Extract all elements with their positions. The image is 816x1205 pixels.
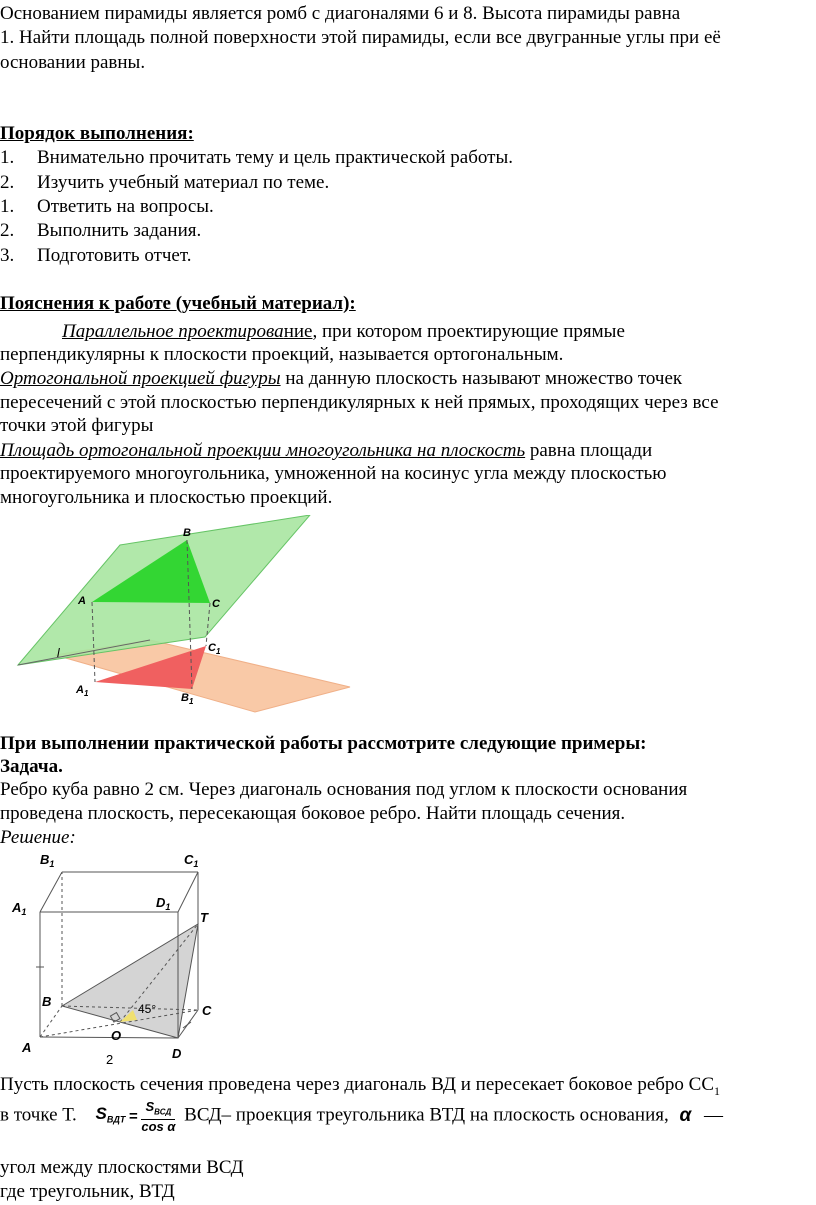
procedure-item — [0, 195, 214, 218]
explanation-p1 — [62, 320, 625, 343]
intro-line-3: основании равны. — [0, 52, 146, 73]
label-c: C — [212, 598, 220, 610]
cube-label-c1: $C_1$ — [184, 852, 199, 869]
task-line-1: Ребро куба равно 2 см. Через диагональ основания под углом к плоскости основания — [0, 779, 688, 800]
p1-rest: , при котором проектирующие прямые — [312, 321, 625, 342]
cube-figure — [0, 850, 240, 1072]
cube-label-edge: 2 — [106, 1052, 114, 1067]
solution-line-2-end: ВСД– проекция треугольника ВТД на плоскость основания, — [184, 1104, 669, 1126]
task-line-2: проведена плоскость, пересекающая боковое ребро. Найти площадь сечения. — [0, 803, 626, 824]
label-b1: $B_1$ — [181, 692, 194, 706]
explanation-p2 — [0, 367, 682, 390]
formula-equals: = — [128, 1107, 138, 1125]
edge-d1-c1 — [178, 872, 198, 912]
p2-rest: на данную плоскость называют множество точек — [280, 368, 683, 389]
area-formula — [95, 1100, 175, 1133]
cube-label-d: D — [172, 1046, 182, 1061]
formula-fraction — [141, 1100, 175, 1133]
cube-label-t: T — [200, 910, 208, 925]
item-number: 1. — [0, 196, 15, 217]
procedure-heading: Порядок выполнения: — [0, 123, 194, 144]
p2-line-2: пересечений с этой плоскостью перпендикулярных к ней прямых, проходящих через все — [0, 392, 719, 413]
cube-label-o: O — [111, 1028, 122, 1043]
procedure-item — [0, 244, 192, 267]
formula-s: S — [95, 1103, 107, 1123]
explanation-p3 — [0, 439, 652, 462]
p3-line-3: многоугольника и плоскостью проекций. — [0, 487, 333, 508]
solution-line-3: угол между плоскостями ВСД — [0, 1157, 244, 1178]
p1-line-2: перпендикулярны к плоскости проекций, называется ортогональным. — [0, 344, 564, 365]
item-number: 2. — [0, 220, 15, 241]
hidden-edge-a-b — [40, 1006, 62, 1037]
term-orthogonal-projection: Ортогональной проекцией фигуры — [0, 368, 281, 389]
task-label: Задача. — [0, 756, 63, 777]
term-projection-area: Площадь ортогональной проекции многоугольника на плоскость — [0, 440, 526, 461]
formula-denominator: cos α — [141, 1118, 176, 1134]
cube-label-d1: $D_1$ — [156, 895, 171, 912]
item-text: Подготовить отчет. — [37, 245, 192, 266]
formula-numerator: S — [145, 1099, 155, 1114]
edge-a1-b1 — [40, 872, 62, 912]
item-text: Ответить на вопросы. — [37, 196, 214, 217]
procedure-item — [0, 219, 201, 242]
examples-heading: При выполнении практической работы рассмотрите следующие примеры: — [0, 733, 647, 754]
label-l: l — [57, 646, 60, 660]
cube-label-c: C — [202, 1003, 212, 1018]
cube-label-a: A — [22, 1040, 32, 1055]
solution-label: Решение: — [0, 827, 76, 848]
edge-a-d — [40, 1037, 178, 1038]
item-number: 1. — [0, 147, 15, 168]
cube-label-angle: 45° — [138, 1002, 157, 1016]
projection-figure — [0, 515, 360, 715]
item-text: Внимательно прочитать тему и цель практической работы. — [37, 147, 513, 168]
explanations-heading: Пояснения к работе (учебный материал): — [0, 293, 356, 314]
intro-line-1: Основанием пирамиды является ромб с диагоналями 6 и 8. Высота пирамиды равна — [0, 3, 681, 24]
p3-line-2: проектируемого многоугольника, умноженной на косинус угла между плоскостью — [0, 463, 667, 484]
term-parallel-projection-tail: ние — [283, 321, 313, 342]
solution-line-4: где треугольник, ВТД — [0, 1181, 175, 1202]
solution-line-2 — [0, 1100, 723, 1133]
tick-d-c — [183, 1022, 191, 1028]
dash: — — [704, 1104, 724, 1126]
label-a: A — [78, 595, 86, 607]
alpha-symbol: α — [679, 1104, 692, 1126]
formula-s-sub: ВДТ — [106, 1114, 126, 1125]
item-text: Изучить учебный материал по теме. — [37, 172, 330, 193]
item-number: 2. — [0, 172, 15, 193]
cube-label-b1: $B_1$ — [40, 852, 55, 869]
procedure-item — [0, 171, 329, 194]
intro-line-2: 1. Найти площадь полной поверхности этой пирамиды, если все двугранные углы при её — [0, 27, 721, 48]
formula-numerator-sub: ВСД — [154, 1107, 172, 1117]
solution-line-2-start: в точке Т. — [0, 1104, 77, 1126]
term-parallel-projection: Параллельное проектирова — [62, 321, 284, 342]
item-text: Выполнить задания. — [37, 220, 202, 241]
procedure-item — [0, 146, 513, 169]
solution-line-1 — [0, 1073, 720, 1103]
cube-label-b: B — [42, 994, 52, 1009]
p3-rest: равна площади — [525, 440, 653, 461]
solution-line-1-text: Пусть плоскость сечения проведена через диагональ ВД и пересекает боковое ребро СС — [0, 1074, 715, 1095]
item-number: 3. — [0, 245, 15, 266]
subscript-1: 1 — [714, 1083, 721, 1098]
label-a1: $A_1$ — [76, 684, 89, 698]
cube-label-a1: $A_1$ — [12, 900, 27, 917]
label-b: B — [183, 527, 191, 539]
p2-line-3: точки этой фигуры — [0, 415, 154, 436]
label-c1: $C_1$ — [208, 642, 221, 656]
